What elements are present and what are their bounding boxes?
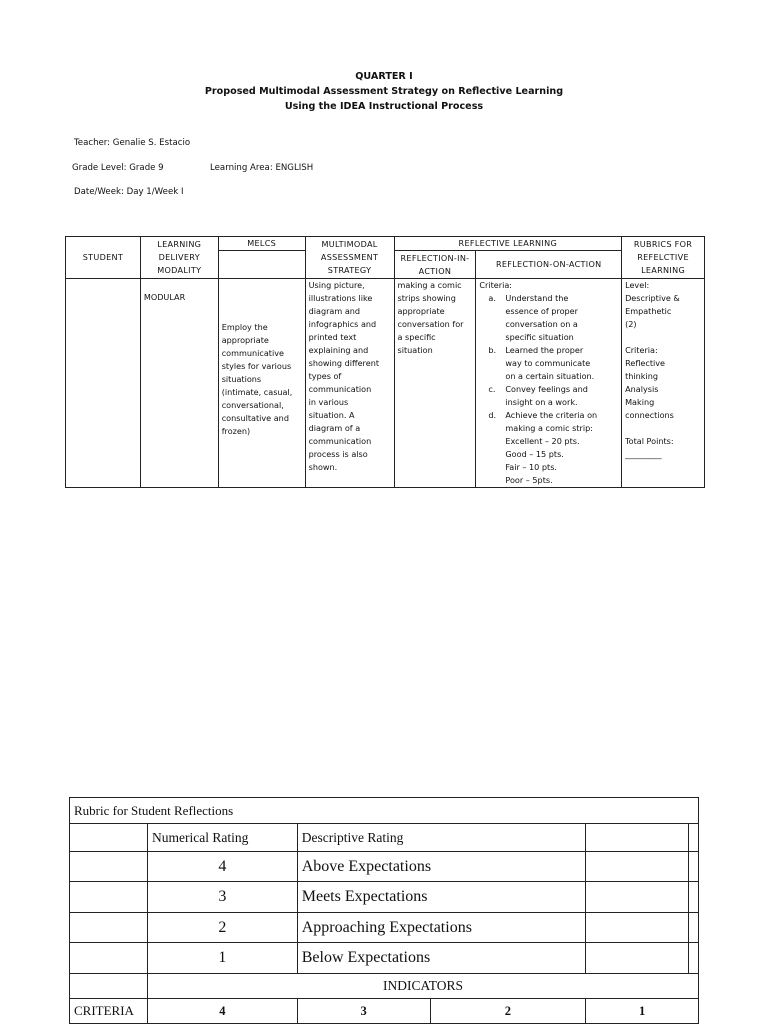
- criteria-label: CRITERIA: [70, 999, 148, 1024]
- rubric-blank-cell: [586, 882, 689, 913]
- rating-number: 1: [147, 943, 297, 974]
- criteria-level: 2: [430, 999, 586, 1024]
- rubric-blank-cell: [586, 943, 689, 974]
- rubric-blank-cell: [70, 974, 148, 999]
- cell-reflection-in-action: making a comic strips showing appropriate conversation for a specific situation: [394, 279, 476, 488]
- rubric-title: Rubric for Student Reflections: [70, 798, 699, 824]
- document-title-block: [0, 69, 768, 114]
- criteria-level: 4: [147, 999, 297, 1024]
- teacher-info: Teacher: Genalie S. Estacio: [74, 138, 191, 148]
- header-student: STUDENT: [66, 237, 141, 279]
- col-header-numerical: Numerical Rating: [147, 824, 297, 852]
- cell-rubrics: Level: Descriptive & Empathetic (2) Criteria: Reflective thinking Analysis Making connections Total Points: _________: [622, 279, 705, 488]
- grade-level-info: Grade Level: Grade 9: [72, 163, 164, 173]
- rating-description: Above Expectations: [297, 852, 585, 882]
- rubric-blank-cell: [70, 882, 148, 913]
- rubric-blank-cell: [688, 852, 698, 882]
- score-scale-excellent: Excellent – 20 pts.: [505, 436, 580, 446]
- criteria-level: 1: [586, 999, 699, 1024]
- header-rubrics: RUBRICS FOR REFELCTIVE LEARNING: [622, 237, 705, 279]
- header-reflective-learning: REFLECTIVE LEARNING: [394, 237, 622, 251]
- rating-number: 3: [147, 882, 297, 913]
- date-week-info: Date/Week: Day 1/Week I: [74, 187, 184, 197]
- cell-reflection-on-action: Criteria: a. Understand the essence of proper conversation on a specific situation b. Learned the proper way to communicate on a certain situation. c. Convey feelings and insight on a work. d. Achieve the criteria on making a comic strip: Excellent – 20 pts. Good – 15 pts. Fair – 10 pts. Poor – 5pts.: [476, 279, 622, 488]
- rating-description: Meets Expectations: [297, 882, 585, 913]
- header-melcs: MELCS: [218, 237, 305, 251]
- criteria-item: d. Achieve the criteria on making a comic strip:: [488, 410, 598, 433]
- quarter-heading: QUARTER I: [355, 71, 413, 82]
- score-scale-poor: Poor – 5pts.: [505, 475, 553, 485]
- header-melcs-blank: [218, 251, 305, 279]
- header-multimodal-strategy: MULTIMODAL ASSESSMENT STRATEGY: [305, 237, 394, 279]
- rating-number: 4: [147, 852, 297, 882]
- criteria-item: b. Learned the proper way to communicate on a certain situation.: [488, 345, 595, 381]
- rating-description: Below Expectations: [297, 943, 585, 974]
- document-title-line2: Using the IDEA Instructional Process: [284, 101, 484, 112]
- student-reflection-rubric-table: [69, 797, 699, 1024]
- criteria-item: c. Convey feelings and insight on a work.: [488, 384, 588, 407]
- rubric-blank-cell: [70, 852, 148, 882]
- cell-melcs: Employ the appropriate communicative styles for various situations (intimate, casual, conversational, consultative and frozen): [218, 279, 305, 488]
- rubric-blank-cell: [688, 943, 698, 974]
- assessment-plan-table: [65, 236, 705, 488]
- col-header-descriptive: Descriptive Rating: [297, 824, 585, 852]
- header-delivery-modality: LEARNING DELIVERY MODALITY: [140, 237, 218, 279]
- rubric-blank-cell: [688, 882, 698, 913]
- cell-modality: MODULAR: [140, 279, 218, 488]
- rubric-blank-cell: [70, 913, 148, 943]
- rubric-blank-cell: [688, 824, 698, 852]
- learning-area-info: Learning Area: ENGLISH: [210, 163, 314, 173]
- criteria-level: 3: [297, 999, 430, 1024]
- rubric-blank-cell: [586, 824, 689, 852]
- header-reflection-on-action: REFLECTION-ON-ACTION: [476, 251, 622, 279]
- cell-student: [66, 279, 141, 488]
- cell-strategy: Using picture, illustrations like diagram and infographics and printed text explaining and showing different types of communication in various situation. A diagram of a communication process is also shown.: [305, 279, 394, 488]
- header-reflection-in-action: REFLECTION-IN- ACTION: [394, 251, 476, 279]
- rating-number: 2: [147, 913, 297, 943]
- indicators-heading: INDICATORS: [147, 974, 698, 999]
- rubric-blank-cell: [688, 913, 698, 943]
- rubric-blank-cell: [70, 824, 148, 852]
- rubric-blank-cell: [586, 913, 689, 943]
- criteria-item: a. Understand the essence of proper conversation on a specific situation: [488, 293, 578, 342]
- rubric-blank-cell: [70, 943, 148, 974]
- document-title-line1: Proposed Multimodal Assessment Strategy on Reflective Learning: [204, 86, 564, 97]
- score-scale-good: Good – 15 pts.: [505, 449, 564, 459]
- score-scale-fair: Fair – 10 pts.: [505, 462, 558, 472]
- rating-description: Approaching Expectations: [297, 913, 585, 943]
- rubric-blank-cell: [586, 852, 689, 882]
